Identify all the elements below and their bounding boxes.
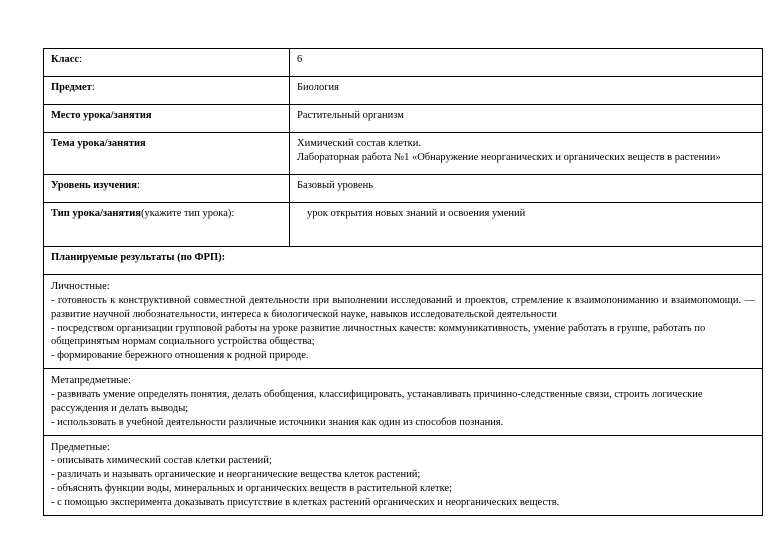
- subject-results-item: - с помощью эксперимента доказывать присутствие в клетках растений органических и неорганических веществ.: [51, 497, 560, 509]
- subject-results-cell: [44, 435, 763, 515]
- table-row-theme: [44, 133, 763, 175]
- row-value-level: Базовый уровень: [290, 175, 763, 203]
- table-row-section-header: [44, 247, 763, 275]
- metasubject-results-item: - развивать умение определять понятия, делать обобщения, классифицировать, устанавливать причинно-следственные связи, строить логические рассуждения и делать выводы;: [51, 389, 703, 414]
- label-suffix: (укажите тип урока):: [140, 208, 235, 219]
- row-value-lesson-type: урок открытия новых знаний и освоения умений: [290, 203, 763, 247]
- table-row-class: [44, 49, 763, 77]
- table-row-lesson-type: [44, 203, 763, 247]
- subject-results-title: Предметные:: [51, 441, 110, 453]
- table-row-personal-results: [44, 275, 763, 369]
- personal-results-item: - формирование бережного отношения к родной природе.: [51, 350, 309, 362]
- label-text: Класс: [51, 54, 80, 65]
- subject-results-item: - объяснять функции воды, минеральных и органических веществ в растительной клетке;: [51, 483, 452, 495]
- row-label-class: [44, 49, 290, 77]
- label-text: Уровень изучения: [51, 180, 137, 191]
- metasubject-results-item: - использовать в учебной деятельности различные источники знания как один из способов познания.: [51, 416, 504, 428]
- metasubject-results-cell: [44, 369, 763, 435]
- label-text: Предмет: [51, 82, 92, 93]
- personal-results-cell: [44, 275, 763, 369]
- row-label-place: [44, 105, 290, 133]
- planned-results-header: Планируемые результаты (по ФРП):: [44, 247, 763, 275]
- personal-results-item: - готовность к конструктивной совместной деятельности при выполнении исследований и проектов, стремление к взаимопониманию и взаимопомощи. — развитие научной любознательности, интереса к биологической науке, навыков исследовательской деятельности: [51, 294, 755, 320]
- label-suffix: :: [136, 180, 140, 191]
- label-suffix: :: [91, 82, 95, 93]
- table-row-metasubject-results: [44, 369, 763, 435]
- table-row-level: [44, 175, 763, 203]
- table-row-place: [44, 105, 763, 133]
- subject-results-item: - различать и называть органические и неорганические вещества клеток растений;: [51, 469, 421, 481]
- label-suffix: :: [79, 54, 82, 65]
- theme-line-1: Химический состав клетки.: [297, 138, 422, 149]
- subject-results-item: - описывать химический состав клетки растений;: [51, 455, 272, 467]
- label-text: Тип урока/занятия: [51, 208, 141, 219]
- metasubject-results-title: Метапредметные:: [51, 375, 131, 387]
- row-label-subject: [44, 77, 290, 105]
- theme-line-2: Лабораторная работа №1 «Обнаружение неорганических и органических веществ в растении»: [297, 151, 721, 163]
- row-value-subject: Биология: [290, 77, 763, 105]
- personal-results-item: - посредством организации групповой работы на уроке развитие личностных качеств: коммуникативность, умение работать в группе, работать по общепринятым нормам социального устройства общества;: [51, 322, 706, 348]
- table-row-subject: [44, 77, 763, 105]
- row-value-theme: [290, 133, 763, 175]
- personal-results-title: Личностные:: [51, 281, 110, 292]
- lesson-plan-table: [43, 48, 763, 516]
- row-value-class: 6: [290, 49, 763, 77]
- label-text: Тема урока/занятия: [51, 138, 146, 149]
- label-text: Место урока/занятия: [51, 110, 152, 121]
- row-label-lesson-type: [44, 203, 290, 247]
- row-label-level: [44, 175, 290, 203]
- table-row-subject-results: [44, 435, 763, 515]
- row-value-place: Растительный организм: [290, 105, 763, 133]
- row-label-theme: [44, 133, 290, 175]
